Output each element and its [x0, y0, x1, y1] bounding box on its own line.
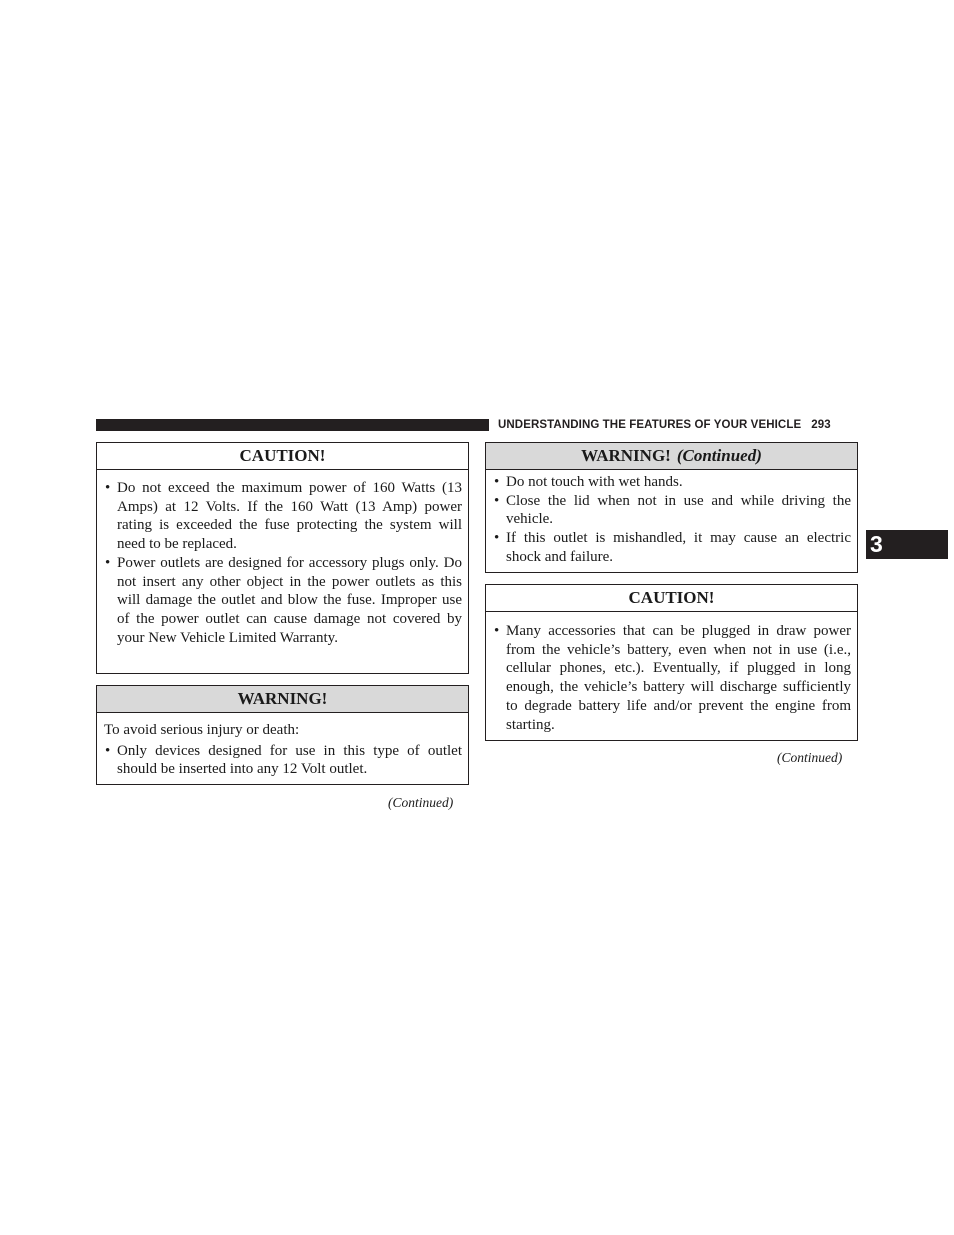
list-item: • Do not touch with wet hands.: [493, 473, 851, 492]
caution-body: [97, 470, 468, 653]
warning-title: WARNING!: [97, 686, 468, 713]
continued-note-right: (Continued): [777, 750, 843, 765]
list-item: • Only devices designed for use in this type of outlet should be inserted into any 12 Volt outlet.: [104, 742, 462, 779]
caution-body: [486, 612, 857, 740]
warning-continued-title: [486, 443, 857, 470]
running-head: [498, 416, 858, 434]
warning-continued-body: [486, 470, 857, 573]
list-item: • Power outlets are designed for accessory plugs only. Do not insert any other object in the power outlets as this will damage the outlet and blow the fuse. Improper use of the power outlet can cause damage not covered by your New Vehicle Limited Warranty.: [104, 554, 462, 648]
warning-body: [97, 713, 468, 785]
caution-title: CAUTION!: [97, 443, 468, 470]
list-item: • Do not exceed the maximum power of 160 Watts (13 Amps) at 12 Volts. If the 160 Watt (13 Amp) power rating is exceeded the fuse protecting the system will need to be replaced.: [104, 479, 462, 554]
caution-title: CAUTION!: [486, 585, 857, 612]
caution-box-left: [96, 442, 469, 674]
warning-intro: To avoid serious injury or death:: [104, 722, 300, 738]
warning-box-left: [96, 685, 469, 785]
page-number: 293: [811, 419, 831, 431]
list-item: • Many accessories that can be plugged in draw power from the vehicle’s battery, even when not in use (i.e., cellular phones, etc.). Eventually, if plugged in long enough, the vehicle’s battery will discharge sufficiently to degrade battery life and/or prevent the engine from starting.: [493, 622, 851, 734]
section-title: UNDERSTANDING THE FEATURES OF YOUR VEHICLE: [498, 419, 802, 431]
caution-box-right: [485, 584, 858, 741]
warning-continued-box: [485, 442, 858, 573]
caution-list: [104, 479, 462, 647]
warning-continued-list: [493, 473, 851, 567]
warning-list: [104, 742, 462, 779]
warning-title-text: WARNING!: [581, 446, 671, 465]
header-rule: [96, 419, 489, 431]
warning-title-suffix: (Continued): [676, 446, 762, 465]
caution-list: [493, 622, 851, 734]
continued-note-left: (Continued): [388, 795, 454, 810]
list-item: • Close the lid when not in use and while driving the vehicle.: [493, 492, 851, 529]
chapter-tab: 3: [866, 530, 948, 559]
list-item: • If this outlet is mishandled, it may cause an electric shock and failure.: [493, 529, 851, 566]
